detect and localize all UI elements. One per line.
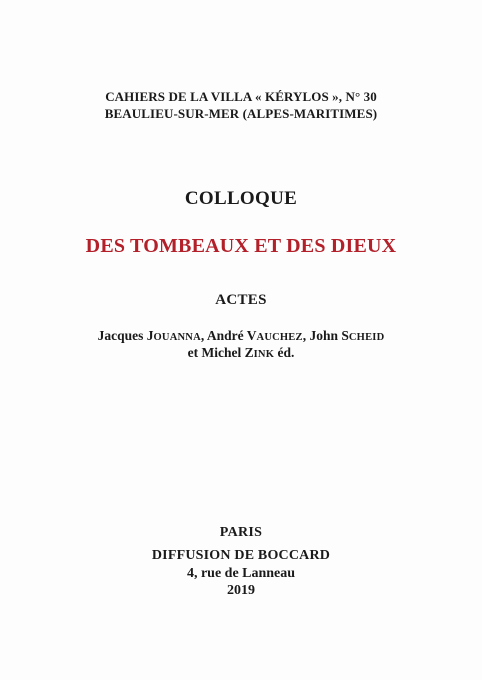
editors-line-2: [0, 345, 482, 361]
editor-3-last: CHEID: [348, 332, 385, 343]
editor-sep-1: ,: [200, 328, 207, 343]
book-title: DES TOMBEAUX ET DES DIEUX: [85, 235, 397, 257]
series-line-1: CAHIERS DE LA VILLA « KÉRYLOS », N° 30: [105, 89, 377, 104]
editor-4-last: INK: [253, 349, 275, 360]
editor-4-prefix: et Michel Z: [187, 345, 254, 360]
editor-1-first: Jacques J: [97, 328, 154, 343]
editor-2-last: AUCHEZ: [256, 332, 303, 343]
editor-1-last: OUANNA: [153, 332, 201, 343]
editor-3-first: John S: [309, 328, 349, 343]
event-label: COLLOQUE: [184, 188, 298, 209]
imprint-year: 2019: [227, 583, 255, 598]
editor-4-suffix: éd.: [274, 345, 295, 360]
imprint-address: 4, rue de Lanneau: [186, 566, 296, 581]
editor-sep-2: ,: [302, 328, 310, 343]
editor-2-first: André V: [206, 328, 257, 343]
editors-line-1: [0, 328, 482, 344]
imprint-publisher: DIFFUSION DE BOCCARD: [151, 548, 331, 563]
subtitle: ACTES: [215, 292, 267, 308]
series-line-2: BEAULIEU-SUR-MER (ALPES-MARITIMES): [104, 106, 378, 121]
imprint-city: PARIS: [219, 525, 263, 540]
